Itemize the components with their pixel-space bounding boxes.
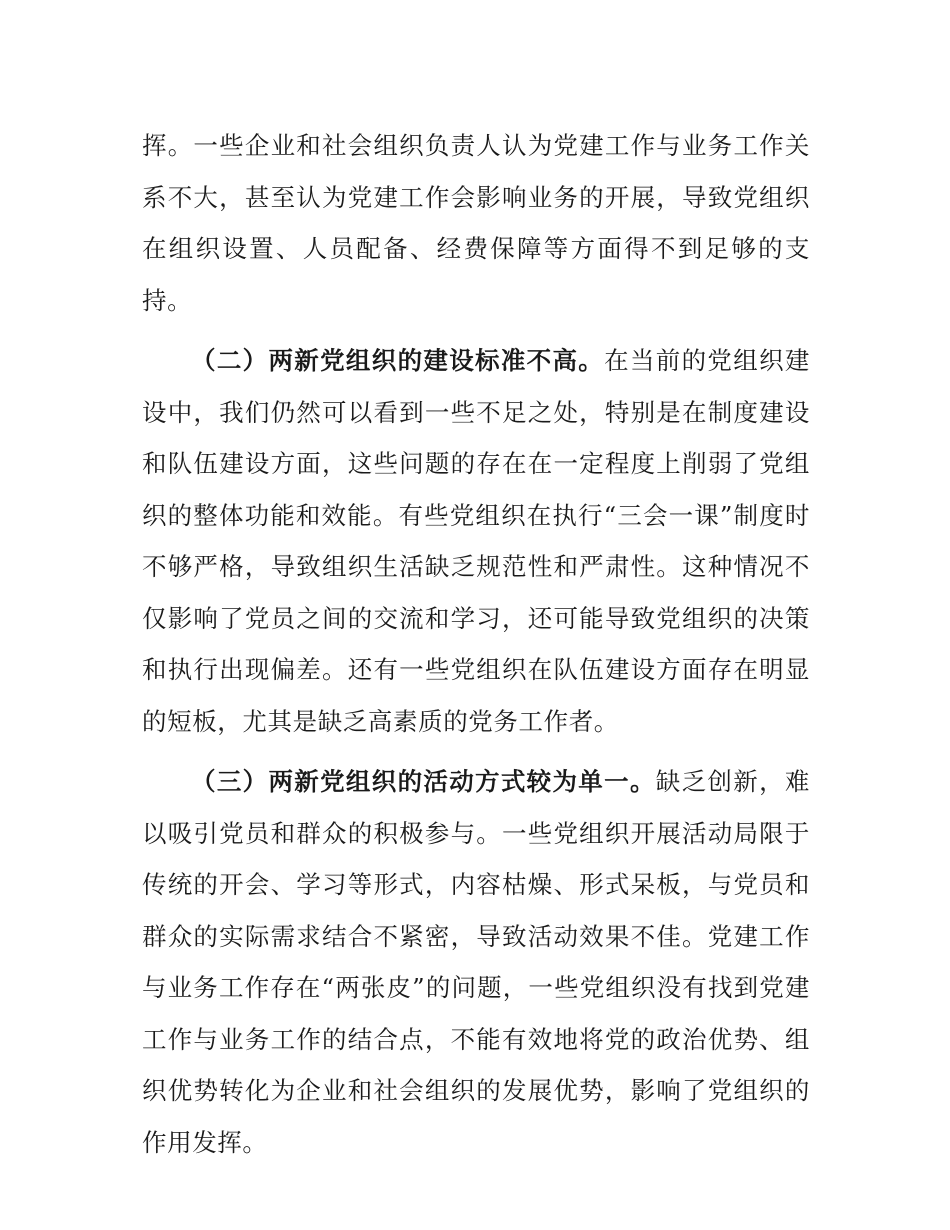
paragraph-section-2	[142, 335, 810, 747]
paragraph-section-3	[142, 756, 810, 1168]
paragraph-body: 在当前的党组织建设中，我们仍然可以看到一些不足之处，特别是在制度建设和队伍建设方面，这些问题的存在在一定程度上削弱了党组织的整体功能和效能。有些党组织在执行“三会一课”制度时不够严格，导致组织生活缺乏规范性和严肃性。这种情况不仅影响了党员之间的交流和学习，还可能导致党组织的决策和执行出现偏差。还有一些党组织在队伍建设方面存在明显的短板，尤其是缺乏高素质的党务工作者。	[142, 346, 810, 736]
section-heading: （二）两新党组织的建设标准不高。	[191, 346, 605, 375]
paragraph-body: 缺乏创新，难以吸引党员和群众的积极参与。一些党组织开展活动局限于传统的开会、学习等形式，内容枯燥、形式呆板，与党员和群众的实际需求结合不紧密，导致活动效果不佳。党建工作与业务工作存在“两张皮”的问题，一些党组织没有找到党建工作与业务工作的结合点，不能有效地将党的政治优势、组织优势转化为企业和社会组织的发展优势，影响了党组织的作用发挥。	[142, 767, 810, 1157]
document-body	[142, 120, 810, 1168]
paragraph-continuation	[142, 120, 810, 326]
section-heading: （三）两新党组织的活动方式较为单一。	[191, 767, 656, 796]
paragraph-body: 挥。一些企业和社会组织负责人认为党建工作与业务工作关系不大，甚至认为党建工作会影响业务的开展，导致党组织在组织设置、人员配备、经费保障等方面得不到足够的支持。	[142, 131, 810, 315]
